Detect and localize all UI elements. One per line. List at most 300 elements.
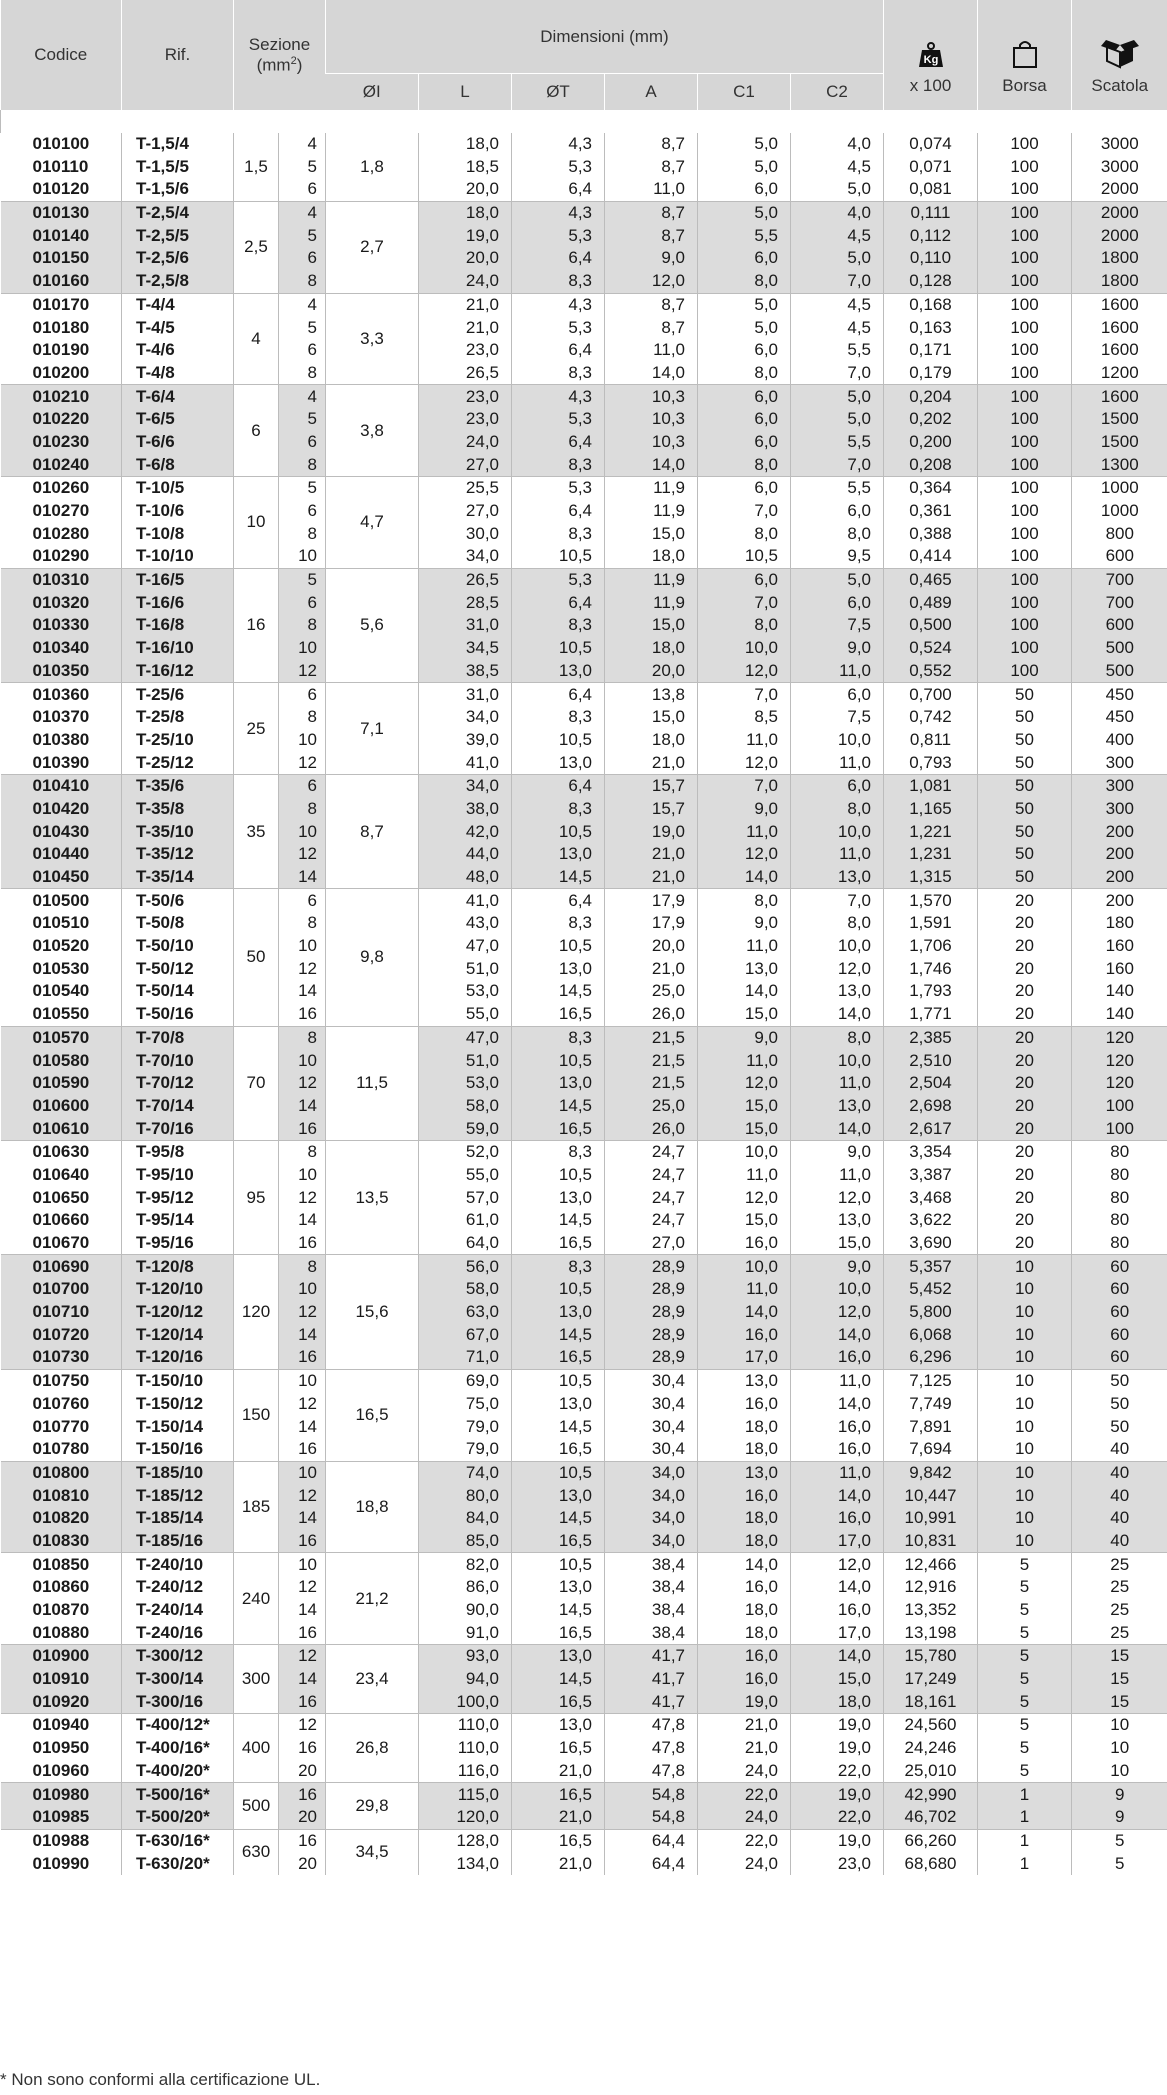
cell-borsa: 100 — [978, 500, 1072, 523]
cell-ot: 10,5 — [512, 820, 605, 843]
cell-ot: 16,5 — [512, 1829, 605, 1852]
header-a — [605, 74, 698, 111]
cell-ot: 14,5 — [512, 1507, 605, 1530]
cell-a: 11,9 — [605, 500, 698, 523]
cell-borsa: 20 — [978, 935, 1072, 958]
cell-a: 30,4 — [605, 1369, 698, 1392]
cell-kg: 0,811 — [884, 729, 978, 752]
cell-c2: 16,0 — [791, 1507, 884, 1530]
cell-scatola: 5 — [1072, 1852, 1167, 1875]
cell-rif: T-16/12 — [122, 660, 234, 683]
cell-ot: 14,5 — [512, 866, 605, 889]
cell-c1: 24,0 — [698, 1852, 791, 1875]
header-oi — [326, 74, 419, 111]
cell-l: 21,0 — [419, 293, 512, 316]
cell-a: 28,9 — [605, 1301, 698, 1324]
cell-codice: 010700 — [1, 1278, 122, 1301]
cell-c2: 12,0 — [791, 957, 884, 980]
table-row — [1, 1530, 1167, 1553]
cell-a: 21,5 — [605, 1049, 698, 1072]
cell-codice: 010988 — [1, 1829, 122, 1852]
cell-l: 18,0 — [419, 133, 512, 156]
cell-kg: 0,128 — [884, 270, 978, 293]
cell-ot: 14,5 — [512, 1209, 605, 1232]
cell-rif: T-150/12 — [122, 1393, 234, 1416]
cell-c2: 4,5 — [791, 155, 884, 178]
cell-c1: 18,0 — [698, 1530, 791, 1553]
cell-l: 51,0 — [419, 1049, 512, 1072]
cell-foro: 12 — [279, 1576, 326, 1599]
cell-rif: T-35/12 — [122, 843, 234, 866]
cell-c1: 22,0 — [698, 1783, 791, 1806]
cell-ot: 5,3 — [512, 568, 605, 591]
cell-codice: 010320 — [1, 591, 122, 614]
cell-c2: 16,0 — [791, 1438, 884, 1461]
cell-l: 24,0 — [419, 270, 512, 293]
cell-ot: 6,4 — [512, 431, 605, 454]
table-row — [1, 614, 1167, 637]
cell-codice: 010350 — [1, 660, 122, 683]
cell-rif: T-150/10 — [122, 1369, 234, 1392]
cell-l: 51,0 — [419, 957, 512, 980]
header-c1-label: C1 — [733, 82, 755, 101]
cell-a: 8,7 — [605, 133, 698, 156]
cell-borsa: 100 — [978, 201, 1072, 224]
table-row — [1, 1117, 1167, 1140]
cell-rif: T-4/4 — [122, 293, 234, 316]
header-spacer — [1, 110, 1167, 133]
table-row — [1, 1278, 1167, 1301]
cell-scatola: 1000 — [1072, 477, 1167, 500]
cell-foro: 6 — [279, 339, 326, 362]
cell-a: 38,4 — [605, 1621, 698, 1644]
cell-c1: 16,0 — [698, 1576, 791, 1599]
cell-codice: 010900 — [1, 1645, 122, 1668]
cell-scatola: 120 — [1072, 1049, 1167, 1072]
cell-borsa: 100 — [978, 591, 1072, 614]
cell-c2: 4,0 — [791, 201, 884, 224]
cell-borsa: 10 — [978, 1484, 1072, 1507]
cell-codice: 010120 — [32, 179, 90, 199]
cell-borsa: 100 — [978, 178, 1072, 201]
cell-borsa: 100 — [978, 637, 1072, 660]
cell-a: 13,8 — [605, 683, 698, 706]
cell-foro: 12 — [279, 1484, 326, 1507]
cell-c1: 7,0 — [698, 683, 791, 706]
cell-c1: 21,0 — [698, 1714, 791, 1737]
table-row — [1, 362, 1167, 385]
cell-scatola: 1600 — [1072, 293, 1167, 316]
cell-borsa: 10 — [978, 1323, 1072, 1346]
cell-oi: 21,2 — [326, 1553, 419, 1645]
shopping-bag-icon — [1011, 39, 1039, 74]
cell-codice: 010860 — [32, 1577, 90, 1597]
cell-a: 41,7 — [605, 1645, 698, 1668]
cell-kg: 9,842 — [884, 1461, 978, 1484]
cell-oi: 16,5 — [326, 1369, 419, 1461]
table-row — [1, 1507, 1167, 1530]
cell-ot: 8,3 — [512, 614, 605, 637]
cell-borsa: 100 — [978, 293, 1072, 316]
cell-kg: 1,165 — [884, 798, 978, 821]
cell-a: 10,3 — [605, 408, 698, 431]
cell-borsa: 50 — [978, 751, 1072, 774]
cell-l: 38,0 — [419, 798, 512, 821]
header-rif — [122, 0, 234, 110]
cell-a: 38,4 — [605, 1576, 698, 1599]
cell-kg: 0,074 — [884, 133, 978, 156]
cell-scatola: 25 — [1072, 1553, 1167, 1576]
cell-codice: 010240 — [1, 453, 122, 476]
cell-c1: 6,0 — [698, 247, 791, 270]
header-dimensioni-label: Dimensioni (mm) — [540, 26, 669, 46]
cell-ot: 16,5 — [512, 1232, 605, 1255]
header-kg — [884, 0, 978, 110]
cell-rif: T-70/12 — [122, 1072, 234, 1095]
cell-foro: 12 — [279, 1714, 326, 1737]
cell-scatola: 40 — [1072, 1461, 1167, 1484]
table-row — [1, 820, 1167, 843]
cell-foro: 16 — [279, 1232, 326, 1255]
cell-foro: 10 — [279, 1049, 326, 1072]
cell-borsa: 1 — [978, 1852, 1072, 1875]
cell-ot: 13,0 — [512, 1645, 605, 1668]
cell-l: 110,0 — [419, 1714, 512, 1737]
cell-codice: 010590 — [1, 1072, 122, 1095]
cell-c1: 12,0 — [698, 660, 791, 683]
cell-l: 64,0 — [419, 1232, 512, 1255]
cell-c2: 10,0 — [791, 820, 884, 843]
cell-foro: 14 — [279, 1668, 326, 1691]
cell-borsa: 5 — [978, 1576, 1072, 1599]
cell-kg: 1,231 — [884, 843, 978, 866]
cell-scatola: 25 — [1072, 1599, 1167, 1622]
cell-codice: 010850 — [1, 1553, 122, 1576]
cell-a: 64,4 — [605, 1829, 698, 1852]
cell-l: 34,0 — [419, 545, 512, 568]
cell-borsa: 100 — [978, 545, 1072, 568]
cell-rif: T-150/16 — [122, 1438, 234, 1461]
cell-a: 20,0 — [605, 935, 698, 958]
cell-l: 115,0 — [419, 1783, 512, 1806]
cell-rif: T-240/10 — [122, 1553, 234, 1576]
cell-c1: 9,0 — [698, 1026, 791, 1049]
cell-rif: T-185/10 — [122, 1461, 234, 1484]
cell-kg: 0,071 — [884, 155, 978, 178]
cell-ot: 16,5 — [512, 1117, 605, 1140]
cell-foro: 6 — [279, 500, 326, 523]
cell-l: 59,0 — [419, 1117, 512, 1140]
cell-a: 27,0 — [605, 1232, 698, 1255]
cell-rif: T-300/16 — [122, 1690, 234, 1713]
cell-l: 47,0 — [419, 1026, 512, 1049]
cell-scatola: 500 — [1072, 637, 1167, 660]
cell-foro: 4 — [279, 201, 326, 224]
cell-codice: 010340 — [1, 637, 122, 660]
cell-ot: 10,5 — [512, 729, 605, 752]
cell-rif: T-16/5 — [122, 568, 234, 591]
cell-rif: T-95/10 — [122, 1164, 234, 1187]
cell-scatola: 50 — [1072, 1415, 1167, 1438]
cell-l: 84,0 — [419, 1507, 512, 1530]
table-row — [1, 522, 1167, 545]
cell-foro: 8 — [279, 1255, 326, 1278]
cell-c2: 9,0 — [791, 1255, 884, 1278]
cell-l: 52,0 — [419, 1140, 512, 1163]
cell-c1: 8,0 — [698, 889, 791, 912]
cell-c2: 7,5 — [791, 706, 884, 729]
cell-c1: 18,0 — [698, 1438, 791, 1461]
cell-l: 27,0 — [419, 453, 512, 476]
cell-borsa: 50 — [978, 820, 1072, 843]
cell-kg: 5,357 — [884, 1255, 978, 1278]
cell-c1: 5,0 — [698, 316, 791, 339]
cell-codice: 010170 — [1, 293, 122, 316]
header-c2-label: C2 — [826, 82, 848, 101]
cell-borsa: 100 — [978, 614, 1072, 637]
cell-c1: 18,0 — [698, 1507, 791, 1530]
cell-ot: 6,4 — [512, 339, 605, 362]
cell-rif: T-1,5/4 — [122, 133, 234, 156]
table-row — [1, 224, 1167, 247]
cell-kg: 0,171 — [884, 339, 978, 362]
cell-foro: 8 — [279, 453, 326, 476]
cell-c1: 6,0 — [698, 568, 791, 591]
cell-rif: T-400/12* — [122, 1714, 234, 1737]
cell-borsa: 5 — [978, 1760, 1072, 1783]
cell-l: 34,5 — [419, 637, 512, 660]
cell-codice: 010390 — [32, 752, 90, 772]
cell-c2: 6,0 — [791, 683, 884, 706]
table-row — [1, 1049, 1167, 1072]
cell-ot: 16,5 — [512, 1621, 605, 1644]
cell-c1: 15,0 — [698, 1003, 791, 1026]
table-row — [1, 751, 1167, 774]
cell-foro: 12 — [279, 660, 326, 683]
table-row — [1, 431, 1167, 454]
cell-c1: 11,0 — [698, 935, 791, 958]
table-row — [1, 316, 1167, 339]
cell-kg: 13,352 — [884, 1599, 978, 1622]
cell-codice: 010730 — [1, 1346, 122, 1369]
cell-c1: 11,0 — [698, 820, 791, 843]
table-row — [1, 453, 1167, 476]
cell-codice: 010710 — [1, 1301, 122, 1324]
cell-sezione: 120 — [234, 1255, 279, 1369]
cell-c1: 12,0 — [698, 843, 791, 866]
cell-l: 86,0 — [419, 1576, 512, 1599]
cell-kg: 1,746 — [884, 957, 978, 980]
cell-kg: 0,111 — [884, 201, 978, 224]
cell-c1: 8,0 — [698, 522, 791, 545]
cell-scatola: 100 — [1072, 1095, 1167, 1118]
cell-c2: 23,0 — [791, 1852, 884, 1875]
cell-ot: 10,5 — [512, 1553, 605, 1576]
cell-c2: 7,5 — [791, 614, 884, 637]
cell-foro: 16 — [279, 1530, 326, 1553]
cell-c2: 22,0 — [791, 1760, 884, 1783]
cell-foro: 12 — [279, 1645, 326, 1668]
cell-borsa: 10 — [978, 1507, 1072, 1530]
cell-c1: 17,0 — [698, 1346, 791, 1369]
cell-rif: T-240/14 — [122, 1599, 234, 1622]
cell-rif: T-500/20* — [122, 1806, 234, 1829]
cell-c1: 24,0 — [698, 1806, 791, 1829]
cell-ot: 14,5 — [512, 1668, 605, 1691]
cell-l: 53,0 — [419, 1072, 512, 1095]
cell-borsa: 50 — [978, 798, 1072, 821]
cell-c2: 16,0 — [791, 1346, 884, 1369]
cell-rif: T-400/16* — [122, 1737, 234, 1760]
cell-a: 21,0 — [605, 957, 698, 980]
cell-kg: 1,706 — [884, 935, 978, 958]
cell-c2: 4,5 — [791, 316, 884, 339]
cell-scatola: 60 — [1072, 1346, 1167, 1369]
cell-c1: 12,0 — [698, 1072, 791, 1095]
table-row — [1, 1645, 1167, 1668]
cell-a: 8,7 — [605, 201, 698, 224]
cell-kg: 0,110 — [884, 247, 978, 270]
cell-foro: 4 — [279, 293, 326, 316]
cell-ot: 21,0 — [512, 1806, 605, 1829]
cell-borsa: 5 — [978, 1668, 1072, 1691]
cell-codice: 010610 — [1, 1117, 122, 1140]
cell-kg: 1,315 — [884, 866, 978, 889]
header-codice-label: Codice — [34, 45, 88, 64]
table-row — [1, 1714, 1167, 1737]
cell-codice: 010820 — [1, 1507, 122, 1530]
cell-scatola: 1800 — [1072, 247, 1167, 270]
cell-l: 55,0 — [419, 1003, 512, 1026]
cell-l: 134,0 — [419, 1852, 512, 1875]
header-l — [419, 74, 512, 111]
cell-foro: 10 — [279, 729, 326, 752]
cell-ot: 6,4 — [512, 247, 605, 270]
cell-scatola: 60 — [1072, 1301, 1167, 1324]
cell-c2: 4,5 — [791, 293, 884, 316]
cell-codice: 010650 — [32, 1187, 90, 1207]
cell-sezione: 150 — [234, 1369, 279, 1461]
cell-kg: 1,081 — [884, 774, 978, 797]
cell-rif: T-25/10 — [122, 729, 234, 752]
table-row — [1, 660, 1167, 683]
cell-kg: 0,112 — [884, 224, 978, 247]
cell-l: 116,0 — [419, 1760, 512, 1783]
cell-kg: 15,780 — [884, 1645, 978, 1668]
header-c2 — [791, 74, 884, 111]
cell-foro: 16 — [279, 1737, 326, 1760]
cell-borsa: 10 — [978, 1255, 1072, 1278]
cell-foro: 6 — [279, 247, 326, 270]
cell-borsa: 1 — [978, 1829, 1072, 1852]
cell-foro: 12 — [279, 1072, 326, 1095]
cell-a: 11,9 — [605, 477, 698, 500]
footnote: * Non sono conformi alla certificazione UL. — [0, 2070, 321, 2089]
cell-sezione: 50 — [234, 889, 279, 1026]
cell-scatola: 450 — [1072, 683, 1167, 706]
table-row — [1, 912, 1167, 935]
cell-c2: 5,5 — [791, 431, 884, 454]
cell-kg: 0,208 — [884, 453, 978, 476]
cell-scatola: 80 — [1072, 1164, 1167, 1187]
cell-c2: 11,0 — [791, 843, 884, 866]
cell-foro: 20 — [279, 1852, 326, 1875]
cell-scatola: 80 — [1072, 1232, 1167, 1255]
cell-ot: 13,0 — [512, 843, 605, 866]
cell-l: 38,5 — [419, 660, 512, 683]
cell-borsa: 20 — [978, 1186, 1072, 1209]
cell-codice: 010310 — [1, 568, 122, 591]
cell-scatola: 140 — [1072, 980, 1167, 1003]
cell-foro: 20 — [279, 1760, 326, 1783]
cell-codice: 010380 — [32, 729, 90, 749]
cell-c1: 15,0 — [698, 1095, 791, 1118]
cell-c2: 14,0 — [791, 1117, 884, 1140]
cell-borsa: 1 — [978, 1783, 1072, 1806]
cell-kg: 46,702 — [884, 1806, 978, 1829]
cell-rif: T-2,5/6 — [122, 247, 234, 270]
cell-c1: 12,0 — [698, 1186, 791, 1209]
cell-ot: 16,5 — [512, 1530, 605, 1553]
table-row — [1, 1369, 1167, 1392]
cell-borsa: 20 — [978, 957, 1072, 980]
cell-borsa: 20 — [978, 1140, 1072, 1163]
cell-borsa: 10 — [978, 1415, 1072, 1438]
cell-l: 75,0 — [419, 1393, 512, 1416]
cell-foro: 12 — [279, 957, 326, 980]
cell-sezione: 1,5 — [234, 133, 279, 202]
cell-kg: 0,081 — [884, 178, 978, 201]
cell-l: 26,5 — [419, 568, 512, 591]
cell-ot: 8,3 — [512, 798, 605, 821]
table-row — [1, 683, 1167, 706]
cell-a: 28,9 — [605, 1323, 698, 1346]
cell-scatola: 60 — [1072, 1278, 1167, 1301]
cell-c2: 4,5 — [791, 224, 884, 247]
header-l-label: L — [460, 82, 470, 101]
cell-c1: 11,0 — [698, 1049, 791, 1072]
cell-ot: 16,5 — [512, 1438, 605, 1461]
cell-codice: 010950 — [32, 1738, 90, 1758]
table-row — [1, 339, 1167, 362]
cell-c1: 5,0 — [698, 133, 791, 156]
cell-a: 54,8 — [605, 1806, 698, 1829]
table-row — [1, 133, 1167, 156]
header-oi-label: ØI — [362, 82, 381, 101]
cell-foro: 10 — [279, 1461, 326, 1484]
header-borsa-label: Borsa — [1002, 76, 1047, 95]
cell-rif: T-120/12 — [122, 1301, 234, 1324]
cell-c2: 15,0 — [791, 1232, 884, 1255]
table-row — [1, 568, 1167, 591]
cell-rif: T-35/14 — [122, 866, 234, 889]
cell-sezione: 95 — [234, 1140, 279, 1254]
cell-borsa: 20 — [978, 1003, 1072, 1026]
cell-c2: 6,0 — [791, 500, 884, 523]
cell-c1: 6,0 — [698, 178, 791, 201]
cell-ot: 8,3 — [512, 1255, 605, 1278]
cell-ot: 16,5 — [512, 1690, 605, 1713]
cell-l: 93,0 — [419, 1645, 512, 1668]
cell-rif: T-70/10 — [122, 1049, 234, 1072]
table-row — [1, 1737, 1167, 1760]
cell-c2: 8,0 — [791, 798, 884, 821]
cell-c1: 13,0 — [698, 1369, 791, 1392]
cell-c2: 18,0 — [791, 1690, 884, 1713]
cell-ot: 5,3 — [512, 408, 605, 431]
cell-kg: 2,698 — [884, 1095, 978, 1118]
cell-l: 21,0 — [419, 316, 512, 339]
